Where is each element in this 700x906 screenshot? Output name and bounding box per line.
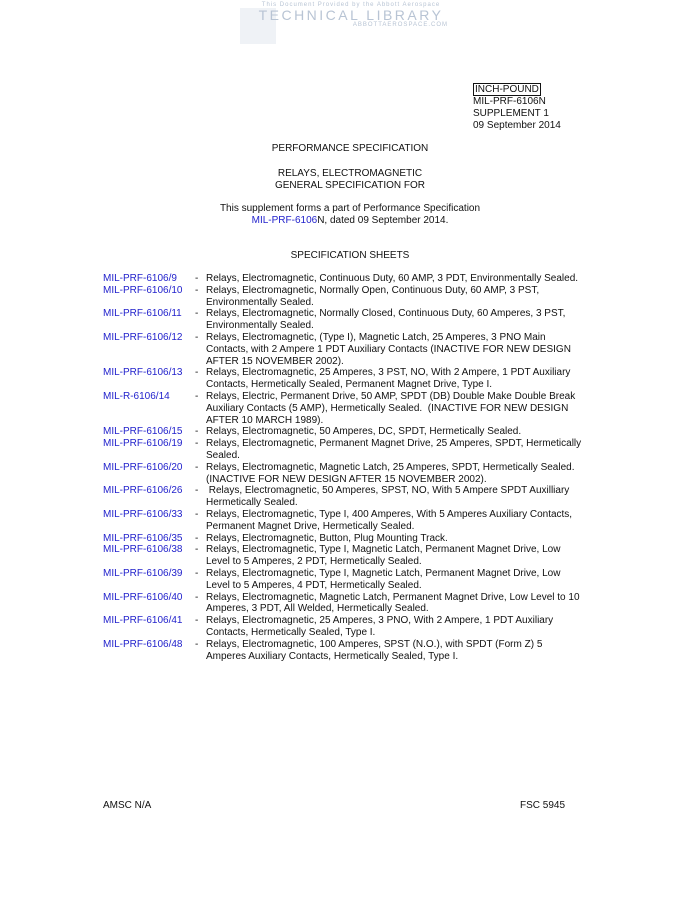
watermark-logo [236, 2, 466, 28]
spec-sheet-link[interactable]: MIL-PRF-6106/39 [103, 567, 183, 579]
spec-sheet-description [206, 273, 603, 285]
doc-number: MIL-PRF-6106N [473, 96, 546, 107]
spec-sheet-description [206, 592, 603, 616]
parent-spec-link[interactable]: MIL-PRF-6106 [251, 215, 318, 226]
spec-sheet-item [103, 462, 603, 486]
description-line: Permanent Magnet Drive, Hermetically Sealed. [206, 520, 415, 532]
description-line: Environmentally Sealed. [206, 296, 314, 308]
dash: - [195, 615, 199, 627]
dash: - [195, 273, 199, 284]
spec-sheet-link[interactable]: MIL-PRF-6106/20 [103, 461, 183, 473]
spec-sheet-description [206, 391, 603, 426]
spec-sheet-description [206, 639, 603, 663]
spec-sheet-description [206, 568, 603, 592]
doc-title: PERFORMANCE SPECIFICATION [271, 143, 429, 154]
dash: - [195, 367, 199, 379]
spec-sheet-item [103, 308, 603, 332]
spec-sheet-item [103, 391, 603, 426]
intro-line2 [0, 215, 700, 227]
description-line: Relays, Electromagnetic, Permanent Magnet Drive, 25 Amperes, SPDT, Hermetically [206, 438, 582, 450]
description-line: Relays, Electromagnetic, Normally Closed, Continuous Duty, 60 Amperes, 3 PST, [206, 308, 566, 320]
dash: - [195, 426, 199, 438]
intro-rest: N, dated 09 September 2014. [317, 215, 449, 226]
description-line: Relays, Electromagnetic, Button, Plug Mounting Track. [206, 532, 448, 544]
description-line: Contacts, Hermetically Sealed, Type I. [206, 626, 376, 638]
description-line: AFTER 10 MARCH 1989). [206, 414, 324, 426]
spec-sheet-link[interactable]: MIL-PRF-6106/38 [103, 544, 183, 556]
spec-sheet-description [206, 544, 603, 568]
inch-pound-label: INCH-POUND [475, 84, 539, 95]
spec-sheet-link[interactable]: MIL-PRF-6106/35 [103, 532, 183, 544]
spec-sheet-link[interactable]: MIL-PRF-6106/12 [103, 331, 183, 343]
spec-sheet-item [103, 426, 603, 438]
spec-sheet-link[interactable]: MIL-PRF-6106/33 [103, 508, 183, 520]
dash: - [195, 438, 199, 450]
spec-sheet-description [206, 332, 603, 367]
watermark-line3: ABBOTTAEROSPACE.COM [352, 22, 448, 28]
description-line: Relays, Electromagnetic, 50 Amperes, DC, SPDT, Hermetically Sealed. [206, 426, 522, 438]
spec-sheet-item [103, 273, 603, 285]
dash: - [195, 544, 199, 556]
spec-sheet-item [103, 285, 603, 309]
dash: - [195, 591, 199, 603]
spec-sheet-item [103, 639, 603, 663]
spec-sheet-description [206, 308, 603, 332]
spec-sheet-description [206, 367, 603, 391]
spec-sheet-item [103, 438, 603, 462]
dash: - [195, 485, 199, 497]
spec-sheet-description [206, 426, 603, 438]
description-line: Relays, Electromagnetic, Type I, Magnetic Latch, Permanent Magnet Drive, Low [206, 567, 561, 579]
description-line: AFTER 15 NOVEMBER 2002). [206, 355, 344, 367]
spec-sheet-link[interactable]: MIL-PRF-6106/11 [103, 308, 182, 320]
dash: - [195, 331, 199, 343]
watermark-line1: This Document Provided by the Abbott Aerospace [261, 2, 441, 8]
spec-sheet-item [103, 544, 603, 568]
description-line: Relays, Electromagnetic, Type I, Magnetic Latch, Permanent Magnet Drive, Low [206, 544, 561, 556]
description-line: Sealed. [206, 449, 240, 461]
dash: - [195, 461, 199, 473]
spec-sheet-description [206, 509, 603, 533]
spec-sheet-item [103, 592, 603, 616]
description-line: Amperes, 3 PDT, All Welded, Hermetically Sealed. [206, 603, 429, 615]
spec-sheet-link[interactable]: MIL-PRF-6106/41 [103, 615, 183, 627]
spec-sheet-description [206, 533, 603, 545]
description-line: Relays, Electromagnetic, 50 Amperes, SPST, NO, With 5 Ampere SPDT Auxilliary [206, 485, 570, 497]
spec-sheet-list [103, 273, 603, 662]
spec-sheet-item [103, 485, 603, 509]
spec-sheet-description [206, 615, 603, 639]
supplement-label: SUPPLEMENT 1 [473, 108, 549, 119]
description-line: Contacts, with 2 Ampere 1 PDT Auxiliary Contacts (INACTIVE FOR NEW DESIGN [206, 343, 571, 355]
description-line: Relays, Electromagnetic, (Type I), Magnetic Latch, 25 Amperes, 3 PNO Main [206, 331, 546, 343]
spec-sheet-link[interactable]: MIL-PRF-6106/48 [103, 638, 183, 650]
subject-line2: GENERAL SPECIFICATION FOR [274, 180, 426, 191]
dash: - [195, 508, 199, 520]
section-heading: SPECIFICATION SHEETS [290, 250, 410, 261]
footer-fsc: FSC 5945 [520, 800, 566, 811]
spec-sheet-item [103, 568, 603, 592]
spec-sheet-item [103, 509, 603, 533]
spec-sheet-item [103, 332, 603, 367]
description-line: Hermetically Sealed. [206, 497, 298, 509]
doc-header [473, 83, 561, 132]
description-line: Auxiliary Contacts (5 AMP), Hermetically Sealed. (INACTIVE FOR NEW DESIGN [206, 402, 569, 414]
spec-sheet-link[interactable]: MIL-PRF-6106/10 [103, 284, 183, 296]
spec-sheet-description [206, 462, 603, 486]
dash: - [195, 567, 199, 579]
description-line: Relays, Electric, Permanent Drive, 50 AMP, SPDT (DB) Double Make Double Break [206, 390, 576, 402]
intro-line1: This supplement forms a part of Performance Specification [219, 203, 481, 214]
description-line: Level to 5 Amperes, 4 PDT, Hermetically Sealed. [206, 579, 422, 591]
spec-sheet-link[interactable]: MIL-PRF-6106/19 [103, 438, 183, 450]
description-line: Relays, Electromagnetic, Continuous Duty, 60 AMP, 3 PDT, Environmentally Sealed. [206, 273, 579, 284]
subject-line1: RELAYS, ELECTROMAGNETIC [277, 168, 423, 179]
description-line: (INACTIVE FOR NEW DESIGN AFTER 15 NOVEMBER 2002). [206, 473, 487, 485]
spec-sheet-item [103, 615, 603, 639]
description-line: Level to 5 Amperes, 2 PDT, Hermetically Sealed. [206, 556, 422, 568]
dash: - [195, 308, 199, 320]
dash: - [195, 284, 199, 296]
description-line: Relays, Electromagnetic, Magnetic Latch, Permanent Magnet Drive, Low Level to 10 [206, 591, 580, 603]
spec-sheet-link[interactable]: MIL-PRF-6106/26 [103, 485, 183, 497]
spec-sheet-item [103, 367, 603, 391]
spec-sheet-item [103, 533, 603, 545]
doc-date: 09 September 2014 [473, 120, 561, 131]
spec-sheet-link[interactable]: MIL-PRF-6106/15 [103, 426, 183, 438]
dash: - [195, 638, 199, 650]
footer-amsc: AMSC N/A [103, 800, 152, 811]
spec-sheet-description [206, 285, 603, 309]
spec-sheet-description [206, 438, 603, 462]
description-line: Relays, Electromagnetic, 100 Amperes, SPST (N.O.), with SPDT (Form Z) 5 [206, 638, 543, 650]
spec-sheet-link[interactable]: MIL-PRF-6106/9 [103, 273, 177, 284]
spec-sheet-description [206, 485, 603, 509]
dash: - [195, 532, 199, 544]
description-line: Environmentally Sealed. [206, 320, 314, 332]
description-line: Relays, Electromagnetic, Type I, 400 Amperes, With 5 Amperes Auxiliary Contacts, [206, 508, 573, 520]
description-line: Amperes Auxiliary Contacts, Hermetically Sealed, Type I. [206, 650, 459, 662]
spec-sheet-link[interactable]: MIL-PRF-6106/13 [103, 367, 183, 379]
description-line: Relays, Electromagnetic, Normally Open, Continuous Duty, 60 AMP, 3 PST, [206, 284, 540, 296]
dash: - [195, 390, 199, 402]
description-line: Relays, Electromagnetic, 25 Amperes, 3 PNO, With 2 Ampere, 1 PDT Auxiliary [206, 615, 554, 627]
spec-sheet-link[interactable]: MIL-PRF-6106/40 [103, 591, 183, 603]
description-line: Relays, Electromagnetic, Magnetic Latch, 25 Amperes, SPDT, Hermetically Sealed. [206, 461, 575, 473]
description-line: Relays, Electromagnetic, 25 Amperes, 3 PST, NO, With 2 Ampere, 1 PDT Auxiliary [206, 367, 571, 379]
spec-sheet-link[interactable]: MIL-R-6106/14 [103, 390, 170, 402]
watermark-line2: TECHNICAL LIBRARY [258, 7, 444, 23]
description-line: Contacts, Hermetically Sealed, Permanent Magnet Drive, Type I. [206, 379, 493, 391]
